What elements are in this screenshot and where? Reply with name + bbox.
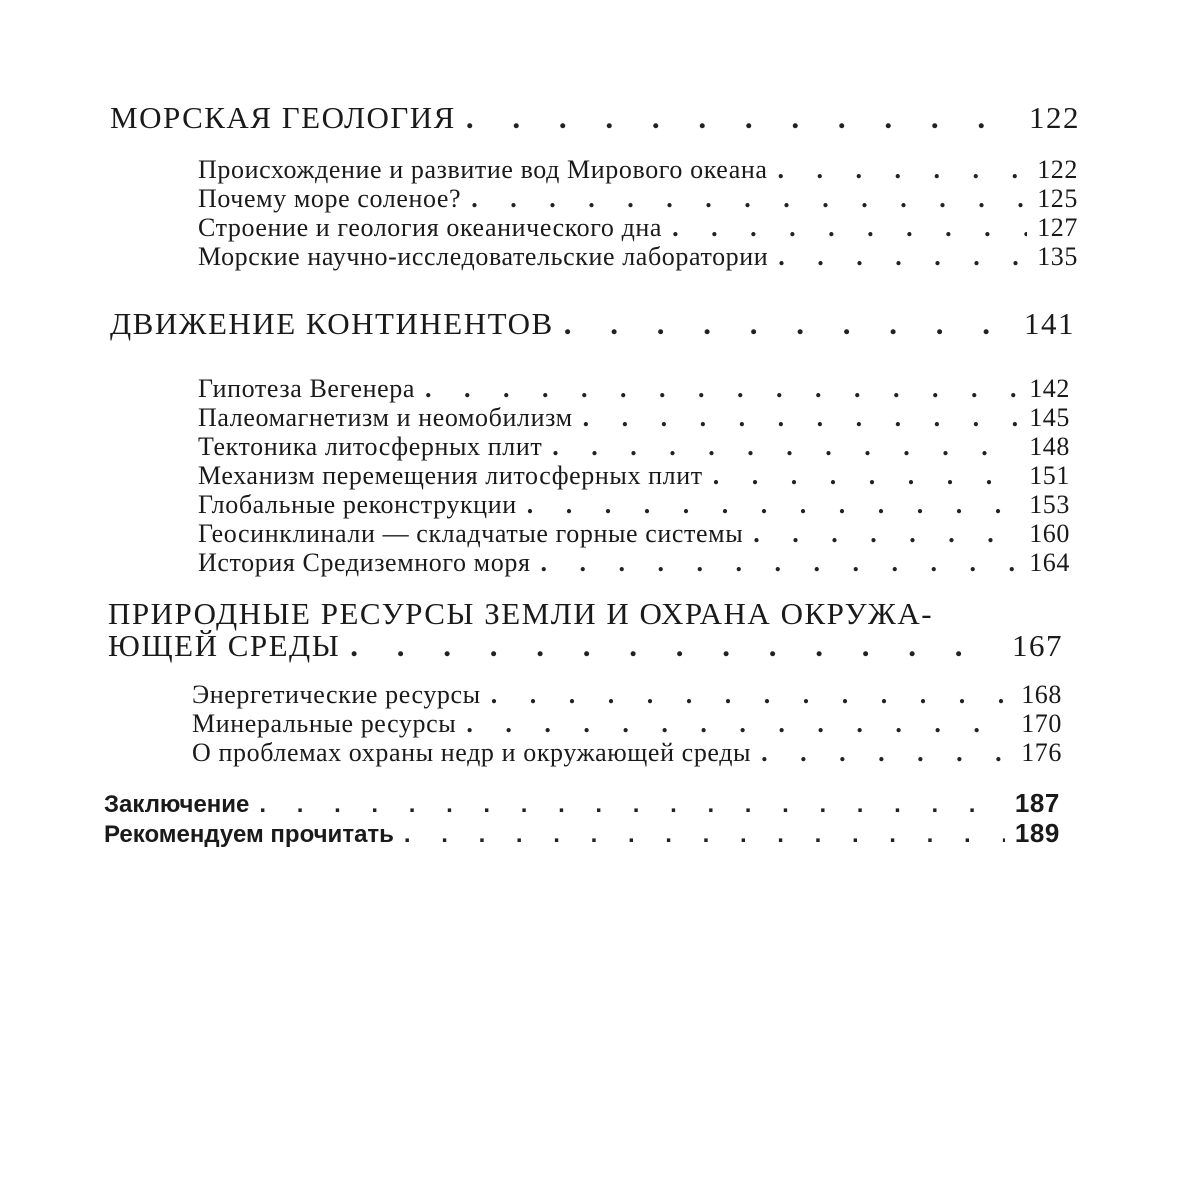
dot-leader <box>466 709 1011 739</box>
item-title: Механизм перемещения литосферных плит <box>198 461 703 490</box>
dot-leader <box>564 306 1014 342</box>
page-number: 135 <box>1037 242 1078 271</box>
dot-leader <box>527 490 1019 520</box>
dot-leader <box>541 548 1020 578</box>
section-title: ЮЩЕЙ СРЕДЫ <box>108 628 341 663</box>
toc-item-recommended-reading <box>104 818 1060 849</box>
toc-item <box>192 709 1062 739</box>
page-number: 122 <box>1037 155 1078 184</box>
page-number: 160 <box>1029 519 1070 548</box>
dot-leader <box>761 738 1011 768</box>
dot-leader <box>425 374 1019 404</box>
dot-leader <box>471 184 1027 214</box>
item-title: Минеральные ресурсы <box>192 709 457 738</box>
item-title: Строение и геология океанического дна <box>198 213 663 242</box>
dot-leader <box>583 403 1020 433</box>
page-number: 122 <box>1029 100 1080 135</box>
toc-item <box>198 184 1078 214</box>
toc-item <box>198 461 1070 491</box>
toc-section-marine-geology <box>110 100 1080 136</box>
item-title: Происхождение и развитие вод Мирового океана <box>198 155 768 184</box>
item-title: Морские научно-исследовательские лаборатории <box>198 242 769 271</box>
dot-leader <box>778 242 1027 272</box>
page-number: 168 <box>1021 680 1062 709</box>
page-number: 142 <box>1029 374 1070 403</box>
dot-leader <box>778 155 1028 185</box>
item-title: Рекомендуем прочитать <box>104 821 394 848</box>
item-title: Палеомагнетизм и неомобилизм <box>198 403 573 432</box>
toc-section-natural-resources <box>108 628 1063 664</box>
item-title: Энергетические ресурсы <box>192 680 481 709</box>
section-title: ПРИРОДНЫЕ РЕСУРСЫ ЗЕМЛИ И ОХРАНА ОКРУЖА- <box>108 596 934 631</box>
toc-item <box>198 490 1070 520</box>
item-title: Геосинклинали — складчатые горные системы <box>198 519 744 548</box>
page-number: 153 <box>1029 490 1070 519</box>
page-number: 151 <box>1029 461 1070 490</box>
page-number: 141 <box>1024 306 1075 341</box>
section-title: ДВИЖЕНИЕ КОНТИНЕНТОВ <box>110 306 554 341</box>
toc-item <box>198 548 1070 578</box>
item-title: Заключение <box>104 791 250 818</box>
toc-item <box>192 680 1062 710</box>
toc-section-natural-resources-line1 <box>108 596 933 632</box>
toc-item <box>198 403 1070 433</box>
dot-leader <box>552 432 1019 462</box>
dot-leader <box>350 628 1002 664</box>
item-title: Тектоника литосферных плит <box>198 432 543 461</box>
page-number: 125 <box>1037 184 1078 213</box>
item-title: Почему море соленое? <box>198 184 462 213</box>
page-number: 187 <box>1014 788 1060 818</box>
item-title: О проблемах охраны недр и окружающей среды <box>192 738 752 767</box>
page-number: 127 <box>1037 213 1078 242</box>
toc-section-continental-drift <box>110 306 1075 342</box>
toc-item <box>198 242 1078 272</box>
dot-leader <box>466 100 1019 136</box>
page-number: 176 <box>1021 738 1062 767</box>
toc-item <box>198 432 1070 462</box>
dot-leader <box>404 821 1005 849</box>
page-number: 164 <box>1029 548 1070 577</box>
page-number: 189 <box>1014 818 1060 848</box>
dot-leader <box>491 680 1011 710</box>
dot-leader <box>672 213 1027 243</box>
dot-leader <box>713 461 1019 491</box>
item-title: Гипотеза Вегенера <box>198 374 415 403</box>
toc-item <box>192 738 1062 768</box>
item-title: Глобальные реконструкции <box>198 490 517 519</box>
page-number: 145 <box>1029 403 1070 432</box>
toc-item <box>198 155 1078 185</box>
dot-leader <box>753 519 1019 549</box>
toc-item <box>198 519 1070 549</box>
page-number: 167 <box>1012 628 1063 663</box>
toc-item <box>198 213 1078 243</box>
toc-item <box>198 374 1070 404</box>
toc-item-conclusion <box>104 788 1060 819</box>
item-title: История Средиземного моря <box>198 548 531 577</box>
dot-leader <box>259 791 1004 819</box>
page-number: 170 <box>1021 709 1062 738</box>
page-number: 148 <box>1029 432 1070 461</box>
section-title: МОРСКАЯ ГЕОЛОГИЯ <box>110 100 456 135</box>
